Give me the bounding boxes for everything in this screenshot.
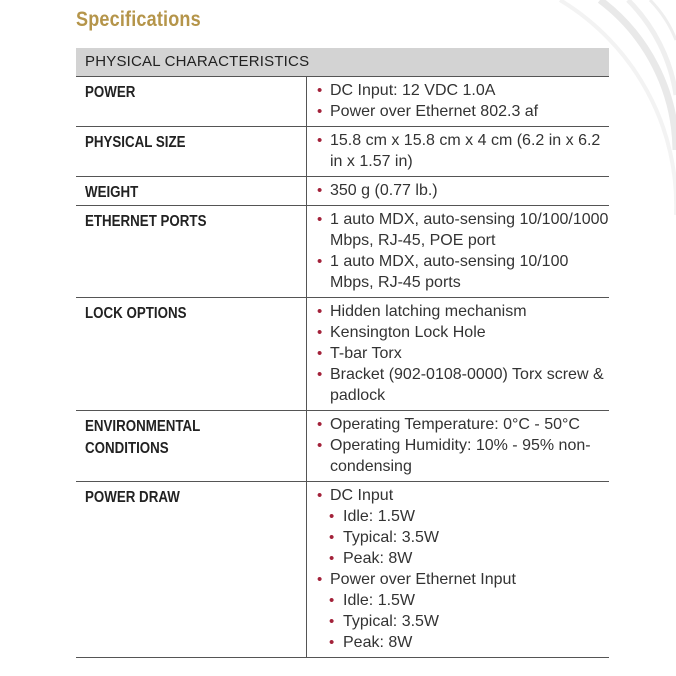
spec-subvalue-item: • Peak: 8W xyxy=(313,548,609,569)
spec-value-item: • DC Input xyxy=(313,485,609,506)
spec-row-label xyxy=(85,416,266,460)
spec-value-item: • Operating Temperature: 0°C - 50°C xyxy=(313,414,609,435)
spec-row-label-line: CONDITIONS xyxy=(85,440,169,457)
spec-value-item: • Hidden latching mechanism xyxy=(313,301,609,322)
spec-row-values xyxy=(306,206,609,297)
spec-row-label xyxy=(85,303,266,325)
spec-rows xyxy=(76,77,609,658)
spec-value-item: • T-bar Torx xyxy=(313,343,609,364)
spec-row-label-line: ETHERNET PORTS xyxy=(85,213,207,230)
spec-row xyxy=(76,77,609,127)
spec-value-list xyxy=(313,301,609,406)
spec-row-label-line: WEIGHT xyxy=(85,184,139,201)
spec-value-item: • Operating Humidity: 10% - 95% non-condensing xyxy=(313,435,609,477)
spec-row xyxy=(76,298,609,411)
spec-row-values xyxy=(306,482,609,657)
spec-value-item: • 1 auto MDX, auto-sensing 10/100 Mbps, RJ-45 ports xyxy=(313,251,609,293)
spec-value-item: • DC Input: 12 VDC 1.0A xyxy=(313,80,609,101)
spec-subvalue-item: • Typical: 3.5W xyxy=(313,611,609,632)
spec-row-values xyxy=(306,298,609,410)
spec-row-label-line: PHYSICAL SIZE xyxy=(85,134,186,151)
spec-value-list xyxy=(313,130,609,172)
spec-row-values xyxy=(306,127,609,176)
page-title: Specifications xyxy=(76,8,201,31)
spec-value-list xyxy=(313,80,609,122)
spec-value-item: • Bracket (902-0108-0000) Torx screw & padlock xyxy=(313,364,609,406)
spec-value-item: • Power over Ethernet 802.3 af xyxy=(313,101,609,122)
spec-row-label-line: ENVIRONMENTAL xyxy=(85,418,201,435)
spec-value-list xyxy=(313,180,609,201)
spec-row-label-line: LOCK OPTIONS xyxy=(85,305,187,322)
spec-value-item: • Kensington Lock Hole xyxy=(313,322,609,343)
spec-row-label xyxy=(85,487,266,509)
spec-row xyxy=(76,482,609,658)
spec-value-item: • Power over Ethernet Input xyxy=(313,569,609,590)
spec-value-list xyxy=(313,414,609,477)
spec-subvalue-item: • Typical: 3.5W xyxy=(313,527,609,548)
spec-value-item: • 1 auto MDX, auto-sensing 10/100/1000 Mbps, RJ-45, POE port xyxy=(313,209,609,251)
spec-row-values xyxy=(306,411,609,481)
spec-value-list xyxy=(313,485,609,653)
spec-row xyxy=(76,411,609,482)
spec-row xyxy=(76,177,609,206)
spec-row-label xyxy=(85,82,266,104)
spec-row-label xyxy=(85,132,266,154)
spec-row-values xyxy=(306,77,609,126)
spec-value-item: • 15.8 cm x 15.8 cm x 4 cm (6.2 in x 6.2 in x 1.57 in) xyxy=(313,130,609,172)
spec-row-label-line: POWER xyxy=(85,84,136,101)
spec-table xyxy=(76,48,609,658)
spec-row-label xyxy=(85,182,266,204)
spec-row xyxy=(76,206,609,298)
spec-subvalue-item: • Idle: 1.5W xyxy=(313,590,609,611)
spec-row-values xyxy=(306,177,609,205)
spec-row-label xyxy=(85,211,266,233)
spec-subvalue-item: • Peak: 8W xyxy=(313,632,609,653)
spec-row-label-line: POWER DRAW xyxy=(85,489,180,506)
spec-subvalue-item: • Idle: 1.5W xyxy=(313,506,609,527)
section-header: PHYSICAL CHARACTERISTICS xyxy=(76,48,609,77)
spec-row xyxy=(76,127,609,177)
spec-value-list xyxy=(313,209,609,293)
spec-value-item: • 350 g (0.77 lb.) xyxy=(313,180,609,201)
